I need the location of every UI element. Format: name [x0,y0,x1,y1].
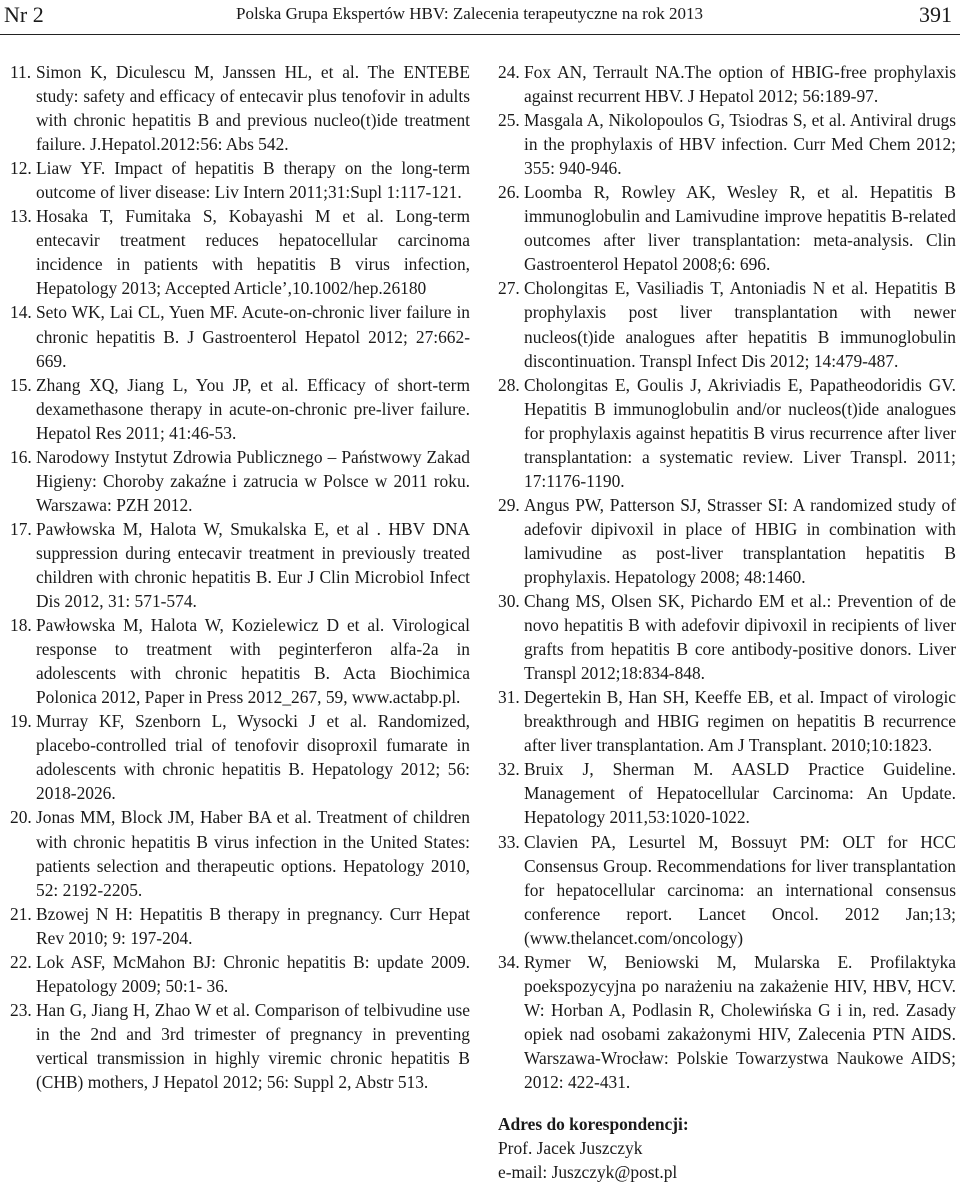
reference-text: Simon K, Diculescu M, Janssen HL, et al. The ENTEBE study: safety and efficacy of entecavir plus tenofovir in adults with chronic hepatitis B and previous nucleo(t)ide treatment failure. J.Hepatol.2012:56: Abs 542. [36,62,470,155]
reference-text: Seto WK, Lai CL, Yuen MF. Acute-on-chronic liver failure in chronic hepatitis B. J Gastroenterol Hepatol 2012; 27:662-669. [36,302,470,371]
reference-text: Loomba R, Rowley AK, Wesley R, et al. Hepatitis B immunoglobulin and Lamivudine improve hepatitis B-related outcomes after liver transplantation: meta-analysis. Clin Gastroenterol Hepatol 2008;6: 696. [524,182,956,275]
correspondence-email: e-mail: Juszczyk@post.pl [498,1162,678,1183]
reference-text: Zhang XQ, Jiang L, You JP, et al. Efficacy of short-term dexamethasone therapy in acute-on-chronic pre-liver failure. Hepatol Res 2011; 41:46-53. [36,374,470,443]
reference-number: 31. [498,687,520,708]
reference-text: Clavien PA, Lesurtel M, Bossuyt PM: OLT for HCC Consensus Group. Recommendations for liver transplantation for hepatocellular carcinoma: an international consensus conference report. Lancet Oncol. 2012 Jan;13; (www.thelancet.com/oncology) [524,831,956,948]
reference-text: Bruix J, Sherman M. AASLD Practice Guideline. Management of Hepatocellular Carcinoma: An Update. Hepatology 2011,53:1020-1022. [524,759,956,828]
reference-item [498,493,956,589]
reference-text: Chang MS, Olsen SK, Pichardo EM et al.: Prevention of de novo hepatitis B with adefovir dipivoxil in recipients of liver grafts from hepatitis B core antibody-positive donors. Liver Transpl 2012;18:834-848. [524,591,956,684]
reference-text: Murray KF, Szenborn L, Wysocki J et al. Randomized, placebo-controlled trial of tenofovir disoproxil fumarate in adolescents with chronic hepatitis B. Hepatology 2012; 56: 2018-2026. [36,711,470,804]
reference-number: 19. [10,711,32,732]
reference-number: 13. [10,206,32,227]
reference-text: Han G, Jiang H, Zhao W et al. Comparison of telbivudine use in the 2nd and 3rd trimester of pregnancy in preventing vertical transmission in highly viremic chronic hepatitis B (CHB) mothers, J Hepatol 2012; 56: Suppl 2, Abstr 513. [36,999,470,1092]
reference-item [498,589,956,685]
reference-number: 16. [10,446,32,467]
reference-item [10,300,470,372]
reference-number: 17. [10,518,32,539]
reference-item [10,998,470,1094]
page-number: 391 [919,2,952,27]
reference-item [10,902,470,950]
reference-text: Cholongitas E, Goulis J, Akriviadis E, Papatheodoridis GV. Hepatitis B immunoglobulin and/or nucleos(t)ide analogues for prophylaxis against hepatitis B virus recurrence after liver transplantation: a systematic review. Liver Transpl. 2011; 17:1176-1190. [524,374,956,491]
reference-item [498,757,956,829]
reference-text: Lok ASF, McMahon BJ: Chronic hepatitis B: update 2009. Hepatology 2009; 50:1- 36. [36,951,470,996]
reference-number: 22. [10,951,32,972]
reference-text: Jonas MM, Block JM, Haber BA et al. Treatment of children with chronic hepatitis B virus infection in the United States: patients selection and therapeutic options. Hepatology 2010, 52: 2192-2205. [36,807,470,900]
reference-number: 15. [10,374,32,395]
reference-item [498,685,956,757]
references-left-column [10,60,470,1094]
reference-number: 25. [498,110,520,131]
reference-item [498,180,956,276]
reference-number: 34. [498,951,520,972]
reference-number: 30. [498,591,520,612]
reference-text: Rymer W, Beniowski M, Mularska E. Profilaktyka poekspozycyjna po narażeniu na zakażenie HIV, HBV, HCV. W: Horban A, Podlasin R, Cholewińska G i in, red. Zasady opiek nad osobami zakażonymi HIV, Zalecenia PTN AIDS. Warszawa-Wrocław: Polskie Towarzystwa Naukowe AIDS; 2012: 422-431. [524,951,956,1092]
reference-number: 14. [10,302,32,323]
reference-text: Pawłowska M, Halota W, Smukalska E, et al . HBV DNA suppression during entecavir treatment in previously treated children with chronic hepatitis B. Eur J Clin Microbiol Infect Dis 2012, 31: 571-574. [36,518,470,612]
reference-text: Narodowy Instytut Zdrowia Publicznego – Państwowy Zakad Higieny: Choroby zakaźne i zatrucia w Polsce w 2011 roku. Warszawa: PZH 2012. [36,446,470,515]
reference-item [10,950,470,998]
issue-number: Nr 2 [4,2,44,27]
reference-text: Masgala A, Nikolopoulos G, Tsiodras S, et al. Antiviral drugs in the prophylaxis of HBV infection. Curr Med Chem 2012; 355: 940-946. [524,110,956,179]
reference-item [10,156,470,204]
reference-number: 33. [498,831,520,852]
reference-item [10,517,470,613]
reference-text: Bzowej N H: Hepatitis B therapy in pregnancy. Curr Hepat Rev 2010; 9: 197-204. [36,903,470,948]
correspondence-heading: Adres do korespondencji: [498,1114,689,1135]
reference-number: 26. [498,182,520,203]
reference-item [498,373,956,493]
reference-text: Cholongitas E, Vasiliadis T, Antoniadis N et al. Hepatitis B prophylaxis post liver transplantation with newer nucleos(t)ide analogues after hepatitis B immunoglobulin discontinuation. Transpl Infect Dis 2012; 14:479-487. [524,278,956,371]
reference-item [498,950,956,1094]
page-header [0,0,960,35]
reference-number: 27. [498,278,520,299]
reference-text: Hosaka T, Fumitaka S, Kobayashi M et al. Long-term entecavir treatment reduces hepatocellular carcinoma incidence in patients with hepatitis B virus infection, Hepatology 2013; Accepted Article’,10.1002/hep.26180 [36,206,470,299]
reference-item [10,204,470,300]
reference-item [498,830,956,950]
reference-number: 18. [10,615,32,636]
reference-number: 24. [498,62,520,82]
reference-number: 21. [10,903,32,924]
reference-item [498,276,956,372]
reference-text: Liaw YF. Impact of hepatitis B therapy on the long-term outcome of liver disease: Liv Intern 2011;31:Supl 1:117-121. [36,158,470,203]
reference-item [10,60,470,156]
references-right-column [498,60,956,1184]
reference-number: 32. [498,759,520,780]
reference-item [10,613,470,709]
reference-item [10,709,470,805]
reference-number: 29. [498,494,520,515]
reference-number: 28. [498,374,520,395]
reference-item [10,445,470,517]
running-title: Polska Grupa Ekspertów HBV: Zalecenia terapeutyczne na rok 2013 [236,4,704,23]
reference-text: Fox AN, Terrault NA.The option of HBIG-free prophylaxis against recurrent HBV. J Hepatol 2012; 56:189-97. [524,62,956,107]
reference-item [498,60,956,108]
reference-item [10,373,470,445]
reference-text: Degertekin B, Han SH, Keeffe EB, et al. Impact of virologic breakthrough and HBIG regimen on hepatitis B recurrence after liver transplantation. Am J Transplant. 2010;10:1823. [524,687,956,756]
reference-item [10,805,470,901]
reference-number: 23. [10,999,32,1020]
reference-text: Angus PW, Patterson SJ, Strasser SI: A randomized study of adefovir dipivoxil in place of HBIG in combination with lamivudine as post-liver transplantation hepatitis B prophylaxis. Hepatology 2008; 48:1460. [524,494,956,587]
references-right-list [498,60,956,1094]
correspondence-name: Prof. Jacek Juszczyk [498,1138,643,1159]
reference-item [498,108,956,180]
reference-number: 20. [10,807,32,828]
reference-text: Pawłowska M, Halota W, Kozielewicz D et al. Virological response to treatment with peginterferon alfa-2a in adolescents with chronic hepatitis B. Acta Biochimica Polonica 2012, Paper in Press 2012_267, 59, www.actabp.pl. [36,615,470,708]
reference-number: 11. [10,62,32,82]
reference-number: 12. [10,158,32,179]
correspondence-address [498,1112,956,1184]
